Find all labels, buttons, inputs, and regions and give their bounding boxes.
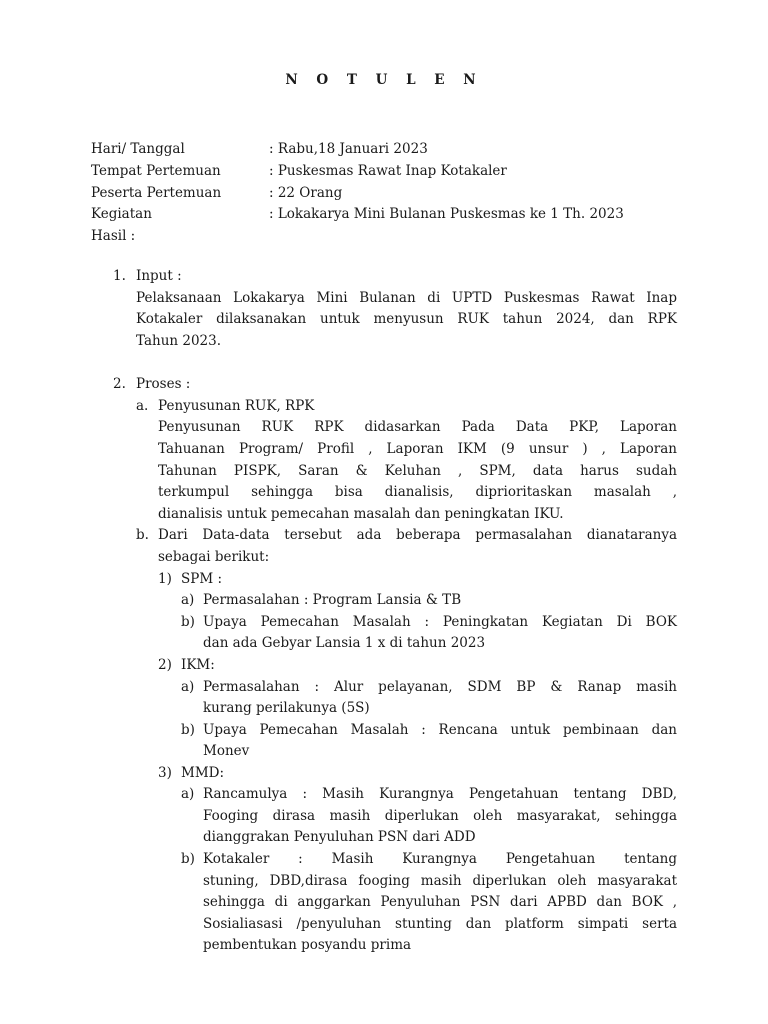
paragraph-line: Permasalahan : Alur pelayanan, SDM BP & Ranap masih [203,679,677,695]
paragraph-line: pembentukan posyandu prima [203,937,412,953]
paragraph-line: Tahuanan Program/ Profil , Laporan IKM (9 unsur ) , Laporan [158,441,677,457]
info-value: : Puskesmas Rawat Inap Kotakaler [269,162,507,179]
paragraph-line: sehingga di anggarkan Penyuluhan PSN dari APBD dan BOK , [203,894,677,910]
info-label: Tempat Pertemuan [91,162,221,179]
paragraph-line: Rancamulya : Masih Kurangnya Pengetahuan tentang DBD, [203,786,677,802]
list-number: 1) [158,571,172,587]
subsection-heading: Penyusunan RUK, RPK [158,398,315,414]
paragraph-line: sebagai berikut: [158,549,270,565]
paragraph-line: Tahun 2023. [136,333,222,349]
paragraph-line: dianggrakan Penyuluhan PSN dari ADD [203,829,476,845]
list-letter: a) [181,786,195,802]
paragraph-line: Penyusunan RUK RPK didasarkan Pada Data PKP, Laporan [158,419,677,435]
info-value: : 22 Orang [269,184,343,201]
paragraph-line: Pelaksanaan Lokakarya Mini Bulanan di UPTD Puskesmas Rawat Inap [136,290,677,306]
info-value: : Lokakarya Mini Bulanan Puskesmas ke 1 Th. 2023 [269,206,624,223]
list-letter: a) [181,679,195,695]
paragraph-line: dan ada Gebyar Lansia 1 x di tahun 2023 [203,635,486,651]
list-letter: b) [181,851,195,867]
paragraph-line: Dari Data-data tersebut ada beberapa permasalahan dianataranya [158,527,677,543]
list-letter: b) [181,614,195,630]
paragraph-line: Permasalahan : Program Lansia & TB [203,592,462,608]
hasil-label: Hasil : [91,228,136,245]
list-letter: a) [181,592,195,608]
item-heading: IKM: [181,657,215,673]
paragraph-line: Upaya Pemecahan Masalah : Peningkatan Kegiatan Di BOK [203,614,677,630]
section-heading: Input : [136,268,182,284]
info-label: Kegiatan [91,206,152,223]
paragraph-line: Tahunan PISPK, Saran & Keluhan , SPM, data harus sudah [158,463,677,479]
document-title: N O T U L E N [285,72,483,88]
paragraph-line: stuning, DBD,dirasa fooging masih diperlukan oleh masyarakat [203,873,677,889]
section-heading: Proses : [136,376,191,392]
list-number: 3) [158,765,172,781]
paragraph-line: dianalisis untuk pemecahan masalah dan peningkatan IKU. [158,506,564,522]
info-label: Peserta Pertemuan [91,184,222,201]
paragraph-line: terkumpul sehingga bisa dianalisis, diprioritaskan masalah , [158,484,677,500]
paragraph-line: kurang perilakunya (5S) [203,700,370,716]
list-letter: b) [181,722,195,738]
list-letter: a. [136,398,149,414]
info-label: Hari/ Tanggal [91,141,185,157]
paragraph-line: Sosialiasasi /penyuluhan stunting dan platform simpati serta [203,916,677,932]
paragraph-line: Monev [203,743,250,759]
item-heading: SPM : [181,571,222,587]
paragraph-line: Upaya Pemecahan Masalah : Rencana untuk pembinaan dan [203,722,677,738]
section-number: 2. [113,376,126,392]
list-letter: b. [136,527,149,543]
item-heading: MMD: [181,765,225,781]
paragraph-line: Kotakaler : Masih Kurangnya Pengetahuan tentang [203,851,677,867]
paragraph-line: Fooging dirasa masih diperlukan oleh masyarakat, sehingga [203,808,677,824]
section-number: 1. [113,268,126,284]
list-number: 2) [158,657,172,673]
paragraph-line: Kotakaler dilaksanakan untuk menyusun RUK tahun 2024, dan RPK [136,311,677,327]
info-value: : Rabu,18 Januari 2023 [269,141,428,157]
